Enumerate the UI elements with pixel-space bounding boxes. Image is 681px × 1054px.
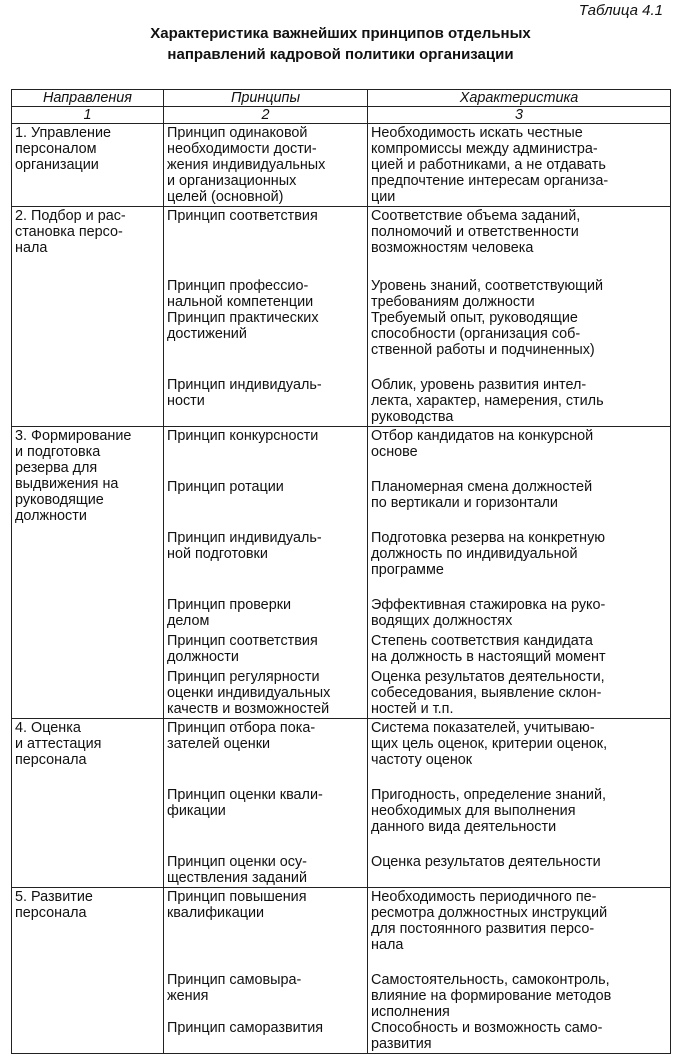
- characteristic-text: цией и работниками, а не отдавать: [371, 157, 606, 173]
- principles-cell: [164, 207, 368, 427]
- table-row: [12, 719, 671, 888]
- table-row: [12, 888, 671, 1054]
- characteristic-item: [371, 633, 667, 665]
- characteristic-text: развития: [371, 1036, 432, 1052]
- characteristic-item: [371, 972, 667, 1020]
- principle-text: качеств и возможностей: [167, 701, 330, 717]
- direction-cell: [12, 124, 164, 207]
- characteristics-cell: [368, 207, 671, 427]
- direction-cell: [12, 207, 164, 427]
- header-characteristics: Характеристика: [368, 90, 671, 107]
- direction-text: 5. Развитие: [15, 889, 93, 905]
- characteristic-text: необходимых для выполнения: [371, 803, 576, 819]
- characteristic-text: Эффективная стажировка на руко-: [371, 597, 606, 613]
- direction-text: и аттестация: [15, 736, 102, 752]
- characteristic-text: основе: [371, 444, 418, 460]
- principle-text: Принцип оценки осу-: [167, 854, 307, 870]
- characteristic-text: нала: [371, 937, 404, 953]
- direction-cell: [12, 888, 164, 1054]
- characteristic-text: на должность в настоящий момент: [371, 649, 606, 665]
- characteristics-cell: [368, 888, 671, 1054]
- principle-item: [167, 428, 364, 460]
- characteristic-item: [371, 787, 667, 835]
- characteristic-text: ственной работы и подчиненных): [371, 342, 595, 358]
- characteristic-text: водящих должностях: [371, 613, 513, 629]
- principle-item: [167, 854, 364, 886]
- table-row: [12, 124, 671, 207]
- principle-text: фикации: [167, 803, 226, 819]
- principle-text: ществления заданий: [167, 870, 307, 886]
- characteristic-text: Подготовка резерва на конкретную: [371, 530, 606, 546]
- header-directions: Направления: [12, 90, 164, 107]
- direction-text: нала: [15, 240, 48, 256]
- principle-text: Принцип регулярности: [167, 669, 320, 685]
- principle-item: [167, 972, 364, 1020]
- characteristic-item: [371, 530, 667, 578]
- principle-text: достижений: [167, 326, 247, 342]
- principle-text: Принцип саморазвития: [167, 1020, 324, 1036]
- characteristic-text: по вертикали и горизонтали: [371, 495, 558, 511]
- table-row: [12, 207, 671, 427]
- principle-item: [167, 479, 364, 511]
- table-title: [0, 23, 681, 65]
- principle-item: [167, 278, 364, 310]
- principle-text: Принцип ротации: [167, 479, 284, 495]
- characteristic-item: [371, 208, 667, 256]
- principle-text: Принцип оценки квали-: [167, 787, 323, 803]
- characteristic-text: Соответствие объема заданий,: [371, 208, 581, 224]
- principle-item: [167, 597, 364, 629]
- direction-text: должности: [15, 508, 87, 524]
- characteristic-text: способности (организация соб-: [371, 326, 581, 342]
- characteristic-text: исполнения: [371, 1004, 450, 1020]
- characteristic-text: Необходимость периодичного пе-: [371, 889, 597, 905]
- principle-item: [167, 310, 364, 358]
- header-num-1: 1: [12, 107, 164, 124]
- principle-text: Принцип индивидуаль-: [167, 377, 322, 393]
- header-number-row: [12, 107, 671, 124]
- direction-text: 3. Формирование: [15, 428, 132, 444]
- principle-text: Принцип соответствия: [167, 208, 318, 224]
- principle-item: [167, 530, 364, 578]
- direction-text: и подготовка: [15, 444, 101, 460]
- characteristic-text: Отбор кандидатов на конкурсной: [371, 428, 594, 444]
- characteristics-cell: [368, 719, 671, 888]
- direction-text: персоналом: [15, 141, 97, 157]
- characteristic-text: Оценка результатов деятельности: [371, 854, 601, 870]
- principle-text: ной подготовки: [167, 546, 268, 562]
- header-principles: Принципы: [164, 90, 368, 107]
- characteristic-text: Уровень знаний, соответствующий: [371, 278, 604, 294]
- direction-cell: [12, 427, 164, 719]
- principles-cell: [164, 124, 368, 207]
- principle-text: Принцип практических: [167, 310, 319, 326]
- characteristic-text: влияние на формирование методов: [371, 988, 612, 1004]
- characteristic-text: Система показателей, учитываю-: [371, 720, 595, 736]
- characteristics-cell: [368, 427, 671, 719]
- direction-text: руководящие: [15, 492, 104, 508]
- principle-item: [167, 633, 364, 665]
- principle-text: и организационных: [167, 173, 297, 189]
- header-num-3: 3: [368, 107, 671, 124]
- characteristic-item: [371, 310, 667, 358]
- principle-item: [167, 208, 364, 256]
- principle-text: Принцип индивидуаль-: [167, 530, 322, 546]
- principle-item: [167, 889, 364, 953]
- direction-text: выдвижения на: [15, 476, 119, 492]
- title-line: Характеристика важнейших принципов отдельных: [150, 25, 531, 42]
- characteristic-text: компромиссы между администра-: [371, 141, 598, 157]
- header-num-2: 2: [164, 107, 368, 124]
- characteristic-item: [371, 720, 667, 768]
- principle-text: Принцип соответствия: [167, 633, 318, 649]
- principle-text: Принцип конкурсности: [167, 428, 319, 444]
- characteristic-item: [371, 889, 667, 953]
- characteristic-text: Самостоятельность, самоконтроль,: [371, 972, 610, 988]
- characteristic-text: Способность и возможность само-: [371, 1020, 603, 1036]
- principle-text: Принцип одинаковой: [167, 125, 308, 141]
- direction-text: персонала: [15, 905, 87, 921]
- characteristic-text: должность по индивидуальной: [371, 546, 578, 562]
- characteristic-text: Планомерная смена должностей: [371, 479, 593, 495]
- principle-text: Принцип профессио-: [167, 278, 309, 294]
- characteristic-text: ресмотра должностных инструкций: [371, 905, 608, 921]
- principle-text: жения индивидуальных: [167, 157, 326, 173]
- principle-text: должности: [167, 649, 239, 665]
- direction-text: персонала: [15, 752, 87, 768]
- principle-text: целей (основной): [167, 189, 284, 205]
- principles-table: [11, 89, 671, 1054]
- characteristic-text: Облик, уровень развития интел-: [371, 377, 587, 393]
- characteristic-text: щих цель оценок, критерии оценок,: [371, 736, 608, 752]
- characteristic-item: [371, 125, 667, 205]
- principle-text: Принцип повышения: [167, 889, 307, 905]
- principle-text: Принцип отбора пока-: [167, 720, 316, 736]
- table-number: Таблица 4.1: [578, 2, 663, 19]
- characteristic-text: данного вида деятельности: [371, 819, 557, 835]
- principle-item: [167, 1020, 364, 1052]
- principle-text: ности: [167, 393, 205, 409]
- characteristic-text: Степень соответствия кандидата: [371, 633, 593, 649]
- principle-text: жения: [167, 988, 209, 1004]
- direction-text: 4. Оценка: [15, 720, 81, 736]
- direction-text: 1. Управление: [15, 125, 111, 141]
- table-row: [12, 427, 671, 719]
- characteristic-text: собеседования, выявление склон-: [371, 685, 602, 701]
- principle-text: зателей оценки: [167, 736, 271, 752]
- characteristic-item: [371, 377, 667, 425]
- principle-text: квалификации: [167, 905, 265, 921]
- characteristic-text: ностей и т.п.: [371, 701, 454, 717]
- characteristic-text: ции: [371, 189, 396, 205]
- characteristic-text: полномочий и ответственности: [371, 224, 579, 240]
- characteristic-text: Оценка результатов деятельности,: [371, 669, 605, 685]
- direction-text: организации: [15, 157, 99, 173]
- principles-cell: [164, 427, 368, 719]
- direction-cell: [12, 719, 164, 888]
- characteristic-item: [371, 669, 667, 717]
- characteristic-text: программе: [371, 562, 444, 578]
- principle-text: Принцип проверки: [167, 597, 292, 613]
- principle-text: оценки индивидуальных: [167, 685, 331, 701]
- characteristic-text: Пригодность, определение знаний,: [371, 787, 606, 803]
- principle-item: [167, 787, 364, 835]
- principle-item: [167, 377, 364, 425]
- principles-cell: [164, 888, 368, 1054]
- characteristic-item: [371, 428, 667, 460]
- characteristic-item: [371, 597, 667, 629]
- characteristic-text: Требуемый опыт, руководящие: [371, 310, 578, 326]
- principle-text: делом: [167, 613, 210, 629]
- principle-item: [167, 720, 364, 768]
- characteristic-text: требованиям должности: [371, 294, 535, 310]
- characteristic-item: [371, 854, 667, 886]
- principles-cell: [164, 719, 368, 888]
- principle-text: необходимости дости-: [167, 141, 317, 157]
- principle-text: Принцип самовыра-: [167, 972, 302, 988]
- characteristic-item: [371, 479, 667, 511]
- principle-item: [167, 669, 364, 717]
- direction-text: резерва для: [15, 460, 98, 476]
- characteristic-text: Необходимость искать честные: [371, 125, 583, 141]
- characteristic-text: лекта, характер, намерения, стиль: [371, 393, 604, 409]
- direction-text: 2. Подбор и рас-: [15, 208, 126, 224]
- characteristic-text: руководства: [371, 409, 454, 425]
- header-row: [12, 90, 671, 107]
- title-line: направлений кадровой политики организации: [167, 46, 514, 63]
- characteristic-item: [371, 1020, 667, 1052]
- principle-text: нальной компетенции: [167, 294, 314, 310]
- characteristic-item: [371, 278, 667, 310]
- characteristic-text: частоту оценок: [371, 752, 473, 768]
- characteristic-text: для постоянного развития персо-: [371, 921, 595, 937]
- characteristic-text: возможностям человека: [371, 240, 534, 256]
- characteristic-text: предпочтение интересам организа-: [371, 173, 609, 189]
- direction-text: становка персо-: [15, 224, 123, 240]
- characteristics-cell: [368, 124, 671, 207]
- principle-item: [167, 125, 364, 205]
